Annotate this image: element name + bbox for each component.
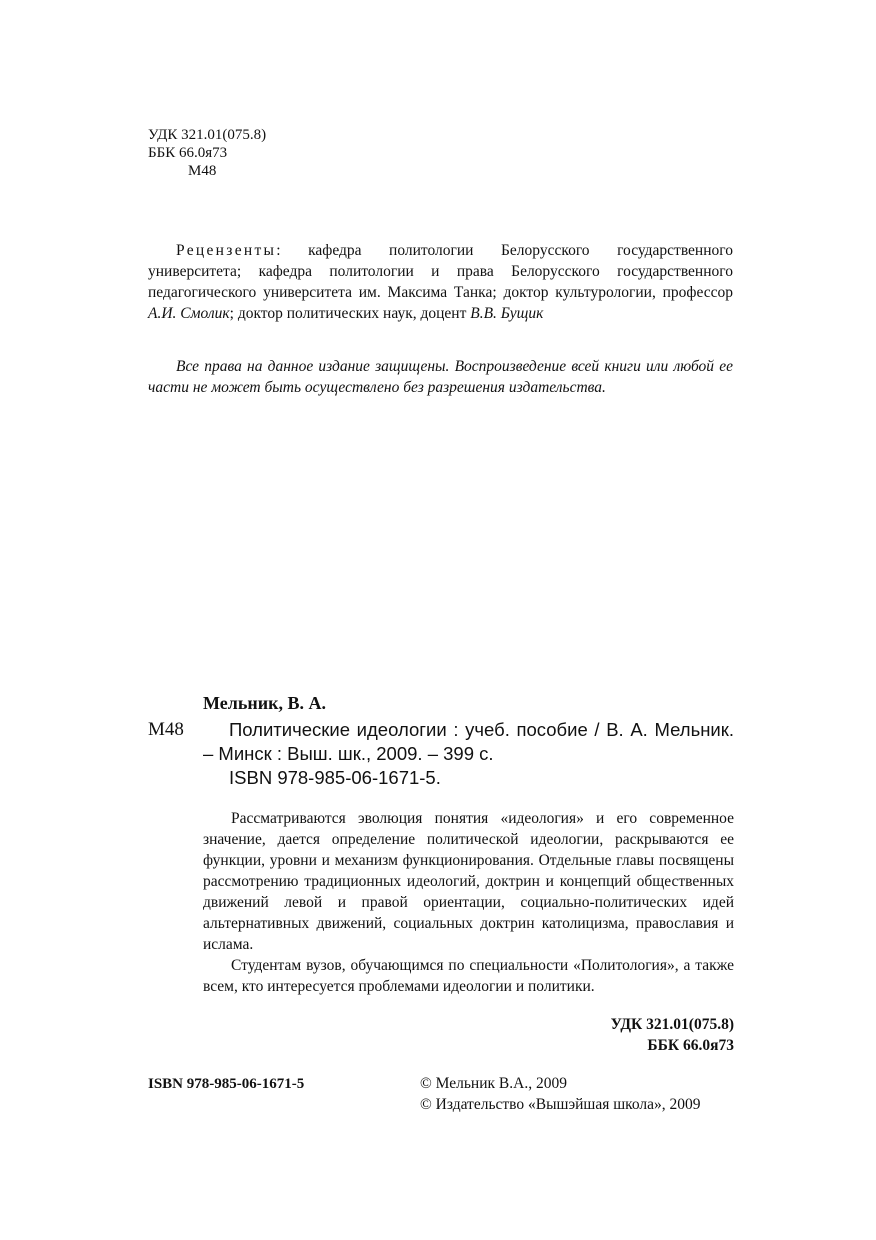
reviewers-text-1: : кафедра политологии Белорусского государственного университета; кафедра политологии и права Белорусского государственного педагогического университета им. Максима Танка; доктор культурологии, профессор <box>148 242 733 301</box>
annotation <box>203 808 734 997</box>
reviewer-name-2: В.В. Бущик <box>470 305 544 322</box>
author-mark: М48 <box>188 163 217 179</box>
rights-notice: Все права на данное издание защищены. Воспроизведение всей книги или любой ее части не может быть осуществлено без разрешения издательства. <box>148 358 733 396</box>
footer-udk: УДК 321.01(075.8) <box>610 1016 734 1033</box>
reviewers-text-2: ; доктор политических наук, доцент <box>229 305 471 322</box>
footer-isbn: ISBN 978-985-06-1671-5 <box>148 1076 305 1092</box>
footer-classification <box>611 1014 734 1056</box>
annotation-paragraph-1: Рассматриваются эволюция понятия «идеология» и его современное значение, дается определение политической идеологии, раскрываются ее функции, уровни и механизм функционирования. Отдельные главы посвящены рассмотрению традиционных идеологий, доктрин и концепций общественных движений левой и правой ориентации, социально-политических идей альтернативных движений, социальных доктрин католицизма, православия и ислама. <box>203 810 734 953</box>
udk-code: УДК 321.01(075.8) <box>148 127 267 143</box>
title-line: Политические идеологии : учеб. пособие / В. А. Мельник. – Минск : Выш. шк., 2009. – 399 с. <box>203 719 734 764</box>
copyright-block <box>420 1073 701 1115</box>
reviewers-label: Рецензенты <box>176 242 277 259</box>
annotation-paragraph-2: Студентам вузов, обучающимся по специальности «Политология», а также всем, кто интересуется проблемами идеологии и политики. <box>203 957 734 995</box>
reviewers-block <box>148 240 733 324</box>
reviewer-name-1: А.И. Смолик <box>148 305 230 322</box>
footer-bbk: ББК 66.0я73 <box>647 1037 734 1054</box>
isbn-line: ISBN 978-985-06-1671-5. <box>229 767 441 788</box>
author-heading: Мельник, В. А. <box>203 693 326 713</box>
bbk-code: ББК 66.0я73 <box>148 145 228 161</box>
bibliographic-description <box>203 718 734 790</box>
copyright-publisher: © Издательство «Вышэйшая школа», 2009 <box>420 1096 701 1113</box>
bibliographic-author-mark: М48 <box>148 719 184 740</box>
copyright-author: © Мельник В.А., 2009 <box>420 1075 567 1092</box>
